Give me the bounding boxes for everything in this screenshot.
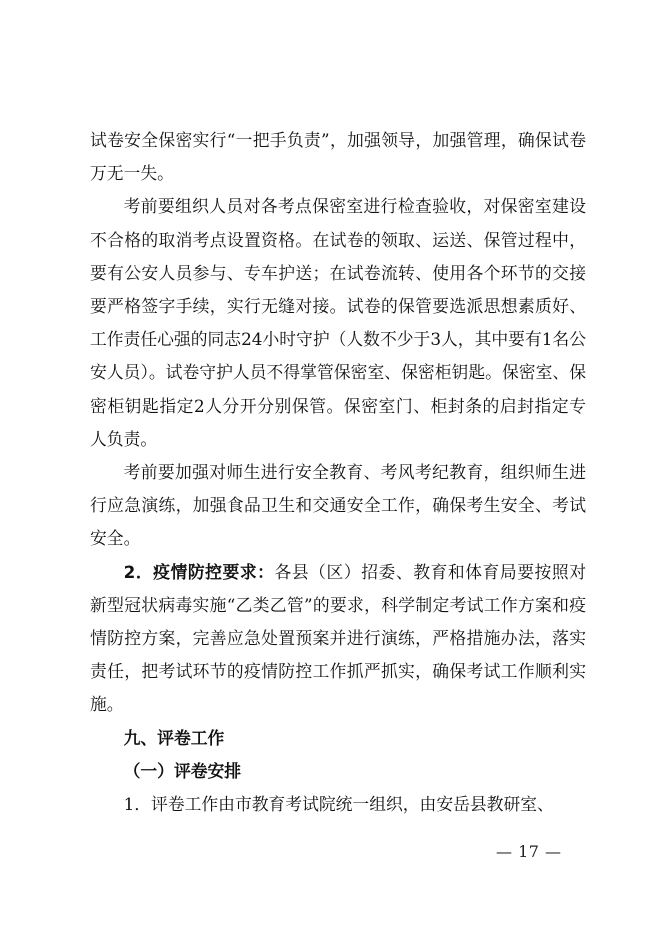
paragraph-marking-organization: 1．评卷工作由市教育考试院统一组织，由安岳县教研室、 (123, 794, 554, 815)
paragraph-security-responsibility: 试卷安全保密实行“一把手负责”，加强领导，加强管理，确保试卷万无一失。 (90, 130, 586, 184)
paragraph-epidemic-control (90, 556, 586, 722)
section-heading-marking-work: 九、评卷工作 (123, 727, 225, 748)
epidemic-control-body: 各县（区）招委、教育和体育局要按照对新型冠状病毒实施“乙类乙管”的要求，科学制定考试工作方案和疫情防控方案，完善应急处置预案并进行演练，严格措施办法，落实责任，把考试环节的疫情防控工作抓严抓实，确保考试工作顺利实施。 (90, 561, 586, 715)
body-text (90, 124, 586, 821)
epidemic-control-label: 2．疫情防控要求： (123, 561, 275, 582)
page-number: — 17 — (496, 842, 562, 861)
paragraph-safety-education: 考前要加强对师生进行安全教育、考风考纪教育，组织师生进行应急演练，加强食品卫生和交通安全工作，确保考生安全、考试安全。 (90, 462, 586, 549)
subsection-heading-marking-arrangement: （一）评卷安排 (123, 760, 242, 781)
paragraph-exam-paper-custody: 考前要组织人员对各考点保密室进行检查验收，对保密室建设不合格的取消考点设置资格。在试卷的领取、运送、保管过程中，要有公安人员参与、专车护送；在试卷流转、使用各个环节的交接要严格签字手续，实行无缝对接。试卷的保管要选派思想素质好、工作责任心强的同志24小时守护（人数不少于3人，其中要有1名公安人员）。试卷守护人员不得掌管保密室、保密柜钥匙。保密室、保密柜钥匙指定2人分开分别保管。保密室门、柜封条的启封指定专人负责。 (90, 196, 586, 449)
